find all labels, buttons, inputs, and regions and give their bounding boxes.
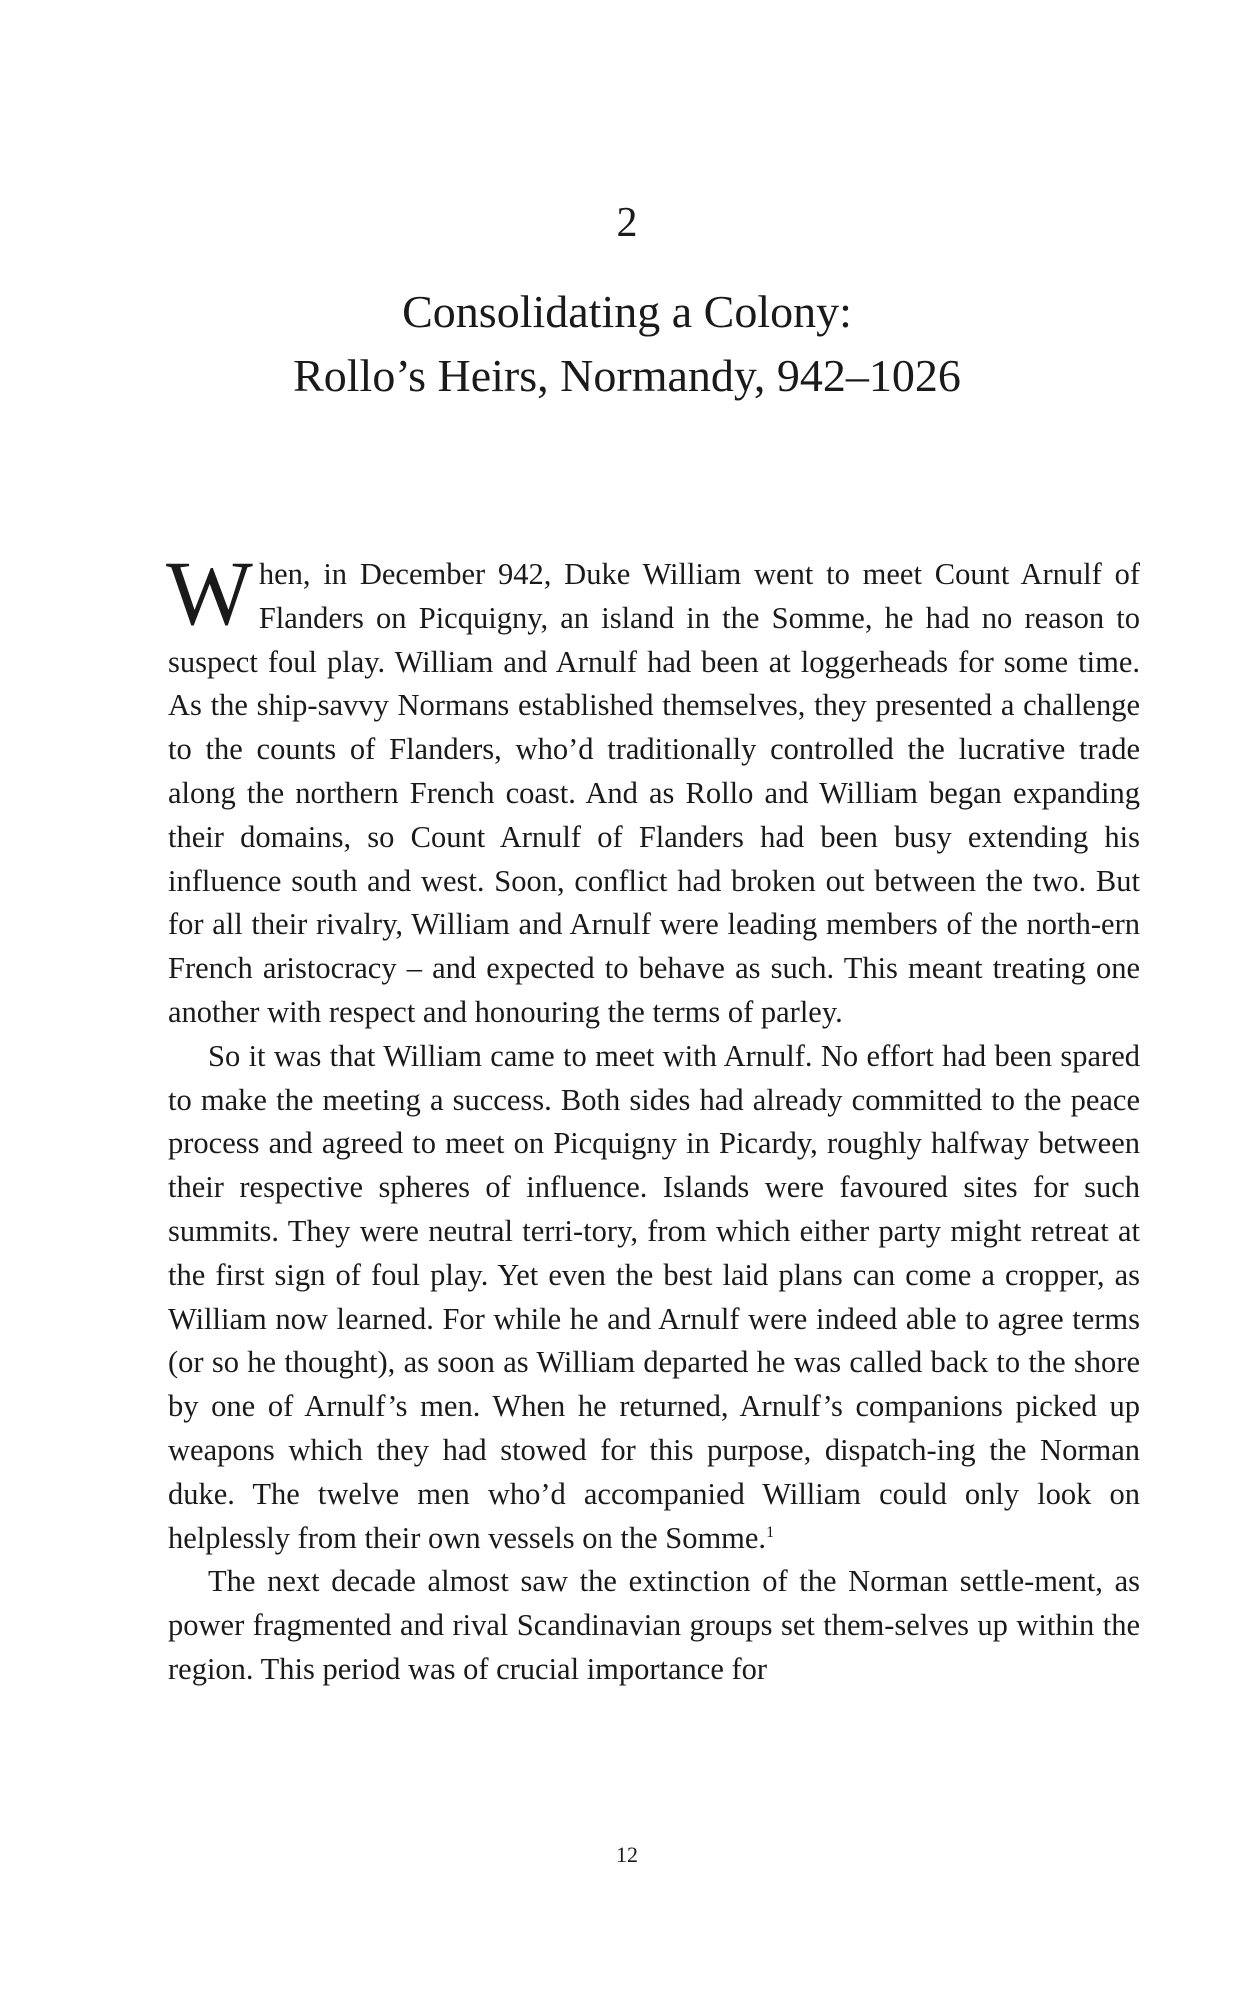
- page-number: 12: [616, 1842, 638, 1867]
- footnote-marker[interactable]: 1: [766, 1523, 775, 1541]
- paragraph-1-text: hen, in December 942, Duke William went to meet Count Arnulf of Flanders on Picquigny, an island in the Somme, he had no reason to suspect foul play. William and Arnulf had been at loggerheads for some time. As the ship-savvy Normans established themselves, they presented a challenge to the counts of Flanders, who’d traditionally controlled the lucrative trade along the northern French coast. And as Rollo and William began expanding their domains, so Count Arnulf of Flanders had been busy extending his influence south and west. Soon, conflict had broken out between the two. But for all their rivalry, William and Arnulf were leading members of the north-ern French aristocracy – and expected to behave as such. This meant treating one another with respect and honouring the terms of parley.: [168, 557, 1140, 1029]
- paragraph-2-text: So it was that William came to meet with Arnulf. No effort had been spared to make the meeting a success. Both sides had already committed to the peace process and agreed to meet on Picquigny in Picardy, roughly halfway between their respective spheres of influence. Islands were favoured sites for such summits. They were neutral terri-tory, from which either party might retreat at the first sign of foul play. Yet even the best laid plans can come a cropper, as William now learned. For while he and Arnulf were indeed able to agree terms (or so he thought), as soon as William departed he was called back to the shore by one of Arnulf’s men. When he returned, Arnulf’s companions picked up weapons which they had stowed for this purpose, dispatch-ing the Norman duke. The twelve men who’d accompanied William could only look on helplessly from their own vessels on the Somme.: [168, 1038, 1140, 1555]
- paragraph-2: [168, 1035, 1140, 1561]
- chapter-title: [0, 280, 1254, 408]
- paragraph-3: [168, 1560, 1140, 1691]
- body-text: [166, 542, 1140, 1692]
- chapter-number: 2: [616, 200, 638, 246]
- paragraph-3-text: The next decade almost saw the extinction of the Norman settle-ment, as power fragmented and rival Scandinavian groups set them-selves up within the region. This period was of crucial importance for: [168, 1564, 1140, 1686]
- paragraph-1: [166, 542, 1140, 1035]
- chapter-title-line-1: Consolidating a Colony:: [402, 286, 852, 337]
- drop-cap: W: [166, 542, 253, 644]
- chapter-title-line-2: Rollo’s Heirs, Normandy, 942–1026: [293, 350, 961, 401]
